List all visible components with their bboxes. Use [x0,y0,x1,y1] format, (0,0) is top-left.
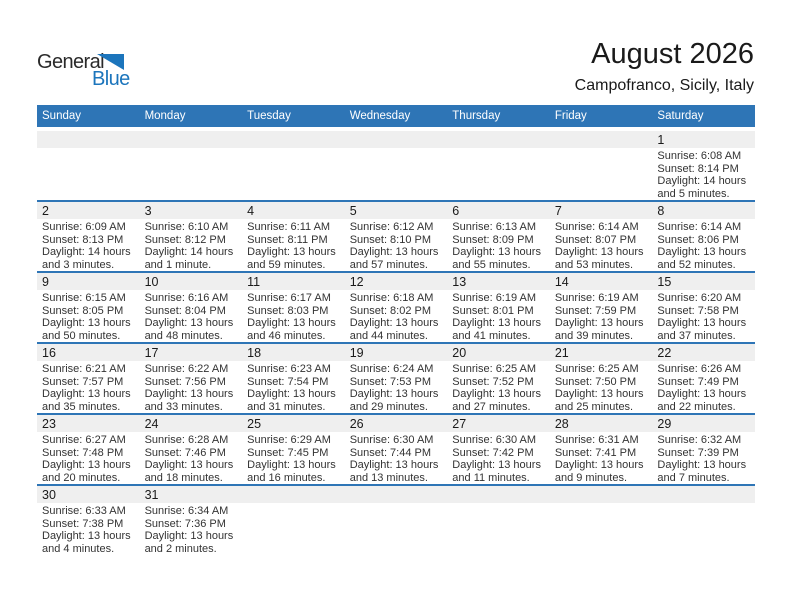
sun-info-line: Daylight: 13 hours [452,459,541,472]
sun-info-line: and 20 minutes. [42,471,121,484]
sun-info-line: Daylight: 13 hours [657,317,747,330]
sun-info-line: and 31 minutes. [247,400,326,413]
day-number: 30 [37,486,140,503]
sun-info-line: Sunrise: 6:13 AM [452,221,537,233]
sun-info-line: Sunset: 8:01 PM [452,304,534,317]
day-sun-info [447,148,550,200]
sun-info-line: and 27 minutes. [452,400,531,413]
sun-info-line: and 9 minutes. [554,471,627,484]
day-number: 22 [652,344,755,361]
sun-info-line: Sunset: 7:49 PM [657,375,739,388]
sun-info-line: Sunset: 7:45 PM [247,446,329,459]
sun-info-line: Sunset: 8:12 PM [144,233,226,246]
sun-info-line: and 53 minutes. [554,258,634,271]
day-cell-12 [345,273,448,342]
sun-info-line: Sunrise: 6:09 AM [42,221,126,233]
day-number: 26 [345,415,448,432]
day-sun-info [140,219,243,271]
empty-day-cell [140,131,243,200]
day-number: 21 [550,344,653,361]
sun-info-line: and 13 minutes. [349,471,428,484]
day-sun-info [140,361,243,413]
sun-info-line: Sunrise: 6:30 AM [349,434,434,446]
sun-info-line: Sunset: 7:59 PM [554,304,637,317]
general-blue-logo [37,51,167,103]
sun-info-line: Sunrise: 6:14 AM [554,221,639,233]
sun-info-line: and 29 minutes. [349,400,428,413]
empty-day-cell [242,486,345,555]
day-number: 19 [345,344,448,361]
day-number: 8 [652,202,755,219]
sun-info-line: Daylight: 13 hours [42,388,131,401]
day-cell-28 [550,415,653,484]
day-sun-info [652,432,755,484]
sun-info-line: Sunset: 8:07 PM [554,233,637,246]
sun-info-line: Daylight: 14 hours [42,246,131,259]
sun-info-line: Sunset: 7:57 PM [42,375,124,388]
empty-day-cell [550,131,653,200]
day-sun-info [550,148,653,200]
sun-info-line: Daylight: 13 hours [42,459,131,472]
sun-info-line: Daylight: 13 hours [554,459,644,472]
sun-info-line: Daylight: 13 hours [657,388,747,401]
sun-info-line: Sunset: 8:14 PM [657,162,739,175]
sun-info-line: Daylight: 13 hours [42,317,131,330]
sun-info-line: and 59 minutes. [247,258,326,271]
weekday-header-monday: Monday [144,110,186,122]
day-number: 9 [37,273,140,290]
sun-info-line: Sunset: 7:46 PM [144,446,226,459]
sun-info-line: Sunrise: 6:16 AM [144,292,229,304]
day-sun-info [140,432,243,484]
sun-info-line: Sunset: 8:02 PM [349,304,432,317]
day-number: 12 [345,273,448,290]
day-number: 10 [140,273,243,290]
sun-info-line: Sunrise: 6:15 AM [42,292,126,304]
day-sun-info [447,361,550,413]
day-number [447,131,550,148]
day-sun-info [242,219,345,271]
sun-info-line: Sunset: 8:10 PM [349,233,432,246]
sun-info-line: and 7 minutes. [657,471,730,484]
sun-info-line: Daylight: 13 hours [452,388,541,401]
day-cell-11 [242,273,345,342]
day-sun-info [345,361,448,413]
day-cell-1 [652,131,755,200]
day-cell-7 [550,202,653,271]
sun-info-line: and 50 minutes. [42,329,121,342]
sun-info-line: Daylight: 13 hours [554,317,644,330]
day-number: 29 [652,415,755,432]
day-number: 17 [140,344,243,361]
day-number [345,486,448,503]
sun-info-line: Sunrise: 6:11 AM [247,221,331,233]
day-cell-4 [242,202,345,271]
sun-info-line: Daylight: 13 hours [349,459,439,472]
sun-info-line: Sunrise: 6:29 AM [247,434,331,446]
sun-info-line: and 1 minute. [144,258,212,271]
sun-info-line: and 5 minutes. [657,187,730,200]
day-number: 31 [140,486,243,503]
day-number [37,131,140,148]
sun-info-line: Sunrise: 6:22 AM [144,363,229,375]
day-cell-6 [447,202,550,271]
day-cell-27 [447,415,550,484]
sun-info-line: Daylight: 13 hours [349,317,439,330]
day-number [242,131,345,148]
day-sun-info [37,290,140,342]
sun-info-line: and 33 minutes. [144,400,223,413]
day-sun-info [242,361,345,413]
sun-info-line: Sunset: 7:44 PM [349,446,432,459]
day-cell-10 [140,273,243,342]
sun-info-line: Sunrise: 6:25 AM [452,363,537,375]
day-sun-info [37,432,140,484]
day-sun-info [140,290,243,342]
weekday-header-thursday: Thursday [452,110,501,122]
sun-info-line: Sunset: 7:42 PM [452,446,534,459]
sun-info-line: Sunset: 7:54 PM [247,375,329,388]
sun-info-line: Sunrise: 6:14 AM [657,221,742,233]
day-cell-23 [37,415,140,484]
day-number: 28 [550,415,653,432]
calendar-grid [37,105,755,555]
sun-info-line: Daylight: 13 hours [144,388,234,401]
sun-info-line: Sunset: 8:11 PM [247,233,328,246]
sun-info-line: Daylight: 13 hours [657,459,747,472]
day-number: 6 [447,202,550,219]
sun-info-line: Sunset: 8:06 PM [657,233,739,246]
sun-info-line: Sunset: 8:13 PM [42,233,124,246]
sun-info-line: and 55 minutes. [452,258,531,271]
sun-info-line: Sunrise: 6:25 AM [554,363,639,375]
sun-info-line: and 39 minutes. [554,329,634,342]
sun-info-line: Daylight: 14 hours [657,175,747,188]
sun-info-line: and 2 minutes. [144,542,217,555]
day-sun-info [242,290,345,342]
day-sun-info [652,219,755,271]
sun-info-line: Daylight: 13 hours [452,246,541,259]
empty-day-cell [652,486,755,555]
sun-info-line: and 4 minutes. [42,542,115,555]
day-number: 4 [242,202,345,219]
sun-info-line: Sunrise: 6:21 AM [42,363,126,375]
day-sun-info [652,290,755,342]
day-cell-15 [652,273,755,342]
sun-info-line: Sunrise: 6:17 AM [247,292,331,304]
day-cell-22 [652,344,755,413]
sun-info-line: Sunset: 8:04 PM [144,304,226,317]
day-sun-info [345,219,448,271]
day-number: 1 [652,131,755,148]
sun-info-line: Daylight: 13 hours [144,317,234,330]
sun-info-line: Sunrise: 6:27 AM [42,434,126,446]
day-number [140,131,243,148]
day-number: 25 [242,415,345,432]
sun-info-line: Sunset: 8:09 PM [452,233,534,246]
day-cell-19 [345,344,448,413]
day-number: 11 [242,273,345,290]
sun-info-line: and 3 minutes. [42,258,115,271]
day-sun-info [550,503,653,555]
day-number: 2 [37,202,140,219]
sun-info-line: Daylight: 13 hours [554,388,644,401]
sun-info-line: Sunrise: 6:28 AM [144,434,229,446]
day-sun-info [447,219,550,271]
day-number: 24 [140,415,243,432]
logo-text-blue: Blue [92,68,130,90]
day-sun-info [550,290,653,342]
sun-info-line: Sunrise: 6:26 AM [657,363,742,375]
day-number: 16 [37,344,140,361]
sun-info-line: Sunset: 7:41 PM [554,446,637,459]
sun-info-line: and 11 minutes. [452,471,530,484]
day-sun-info [447,503,550,555]
sun-info-line: Daylight: 13 hours [247,246,336,259]
day-sun-info [37,361,140,413]
day-sun-info [37,219,140,271]
day-sun-info [550,432,653,484]
empty-day-cell [447,486,550,555]
header-titles [575,38,754,95]
page-title: August 2026 [591,38,754,70]
day-cell-26 [345,415,448,484]
sun-info-line: Sunset: 7:38 PM [42,517,124,530]
sun-info-line: Sunrise: 6:18 AM [349,292,434,304]
sun-info-line: and 41 minutes. [452,329,531,342]
empty-day-cell [550,486,653,555]
day-number [242,486,345,503]
day-sun-info [37,503,140,555]
day-sun-info [550,361,653,413]
week-row [37,415,755,486]
logo-text-general: General [37,51,104,73]
sun-info-line: Daylight: 13 hours [247,317,336,330]
sun-info-line: Sunset: 8:03 PM [247,304,329,317]
day-number: 20 [447,344,550,361]
day-number [447,486,550,503]
day-sun-info [447,290,550,342]
sun-info-line: and 16 minutes. [247,471,326,484]
sun-info-line: and 57 minutes. [349,258,428,271]
day-number [345,131,448,148]
sun-info-line: Daylight: 13 hours [452,317,541,330]
day-number [550,131,653,148]
day-number: 3 [140,202,243,219]
sun-info-line: Sunset: 7:39 PM [657,446,739,459]
sun-info-line: Sunrise: 6:20 AM [657,292,742,304]
sun-info-line: Sunrise: 6:23 AM [247,363,331,375]
day-number: 13 [447,273,550,290]
day-sun-info [652,361,755,413]
day-cell-14 [550,273,653,342]
week-row [37,202,755,273]
sun-info-line: Sunrise: 6:33 AM [42,505,126,517]
day-cell-5 [345,202,448,271]
day-cell-17 [140,344,243,413]
sun-info-line: Daylight: 13 hours [554,246,644,259]
weekday-header-saturday: Saturday [657,110,704,122]
day-cell-21 [550,344,653,413]
week-row [37,344,755,415]
sun-info-line: and 25 minutes. [554,400,634,413]
day-cell-30 [37,486,140,555]
sun-info-line: and 46 minutes. [247,329,326,342]
sun-info-line: Sunrise: 6:12 AM [349,221,434,233]
day-cell-9 [37,273,140,342]
sun-info-line: Sunset: 7:36 PM [144,517,226,530]
empty-day-cell [447,131,550,200]
sun-info-line: Sunrise: 6:34 AM [144,505,229,517]
week-row [37,486,755,555]
day-cell-24 [140,415,243,484]
sun-info-line: Sunset: 7:56 PM [144,375,226,388]
day-number: 14 [550,273,653,290]
day-number: 18 [242,344,345,361]
day-sun-info [140,503,243,555]
sun-info-line: and 18 minutes. [144,471,223,484]
day-sun-info [550,219,653,271]
sun-info-line: Daylight: 13 hours [42,530,131,543]
day-cell-25 [242,415,345,484]
day-number: 27 [447,415,550,432]
day-number: 5 [345,202,448,219]
sun-info-line: and 22 minutes. [657,400,736,413]
day-sun-info [140,148,243,200]
week-row [37,131,755,202]
day-sun-info [345,432,448,484]
weekday-header-friday: Friday [554,110,587,122]
sun-info-line: Sunrise: 6:08 AM [657,150,742,162]
sun-info-line: Sunrise: 6:19 AM [554,292,639,304]
day-cell-29 [652,415,755,484]
sun-info-line: Sunset: 8:05 PM [42,304,124,317]
sun-info-line: Sunset: 7:48 PM [42,446,124,459]
weekday-header-wednesday: Wednesday [349,110,411,122]
day-cell-18 [242,344,345,413]
sun-info-line: Sunset: 7:50 PM [554,375,637,388]
day-number [652,486,755,503]
weekday-header-sunday: Sunday [42,110,82,122]
empty-day-cell [242,131,345,200]
day-cell-3 [140,202,243,271]
sun-info-line: and 48 minutes. [144,329,223,342]
day-sun-info [242,503,345,555]
weekday-header-row [37,105,755,127]
sun-info-line: Daylight: 13 hours [144,530,234,543]
weekday-header-tuesday: Tuesday [247,110,291,122]
day-cell-8 [652,202,755,271]
day-number: 7 [550,202,653,219]
sun-info-line: and 52 minutes. [657,258,736,271]
day-sun-info [652,503,755,555]
day-sun-info [447,432,550,484]
weeks-container [37,131,755,555]
day-cell-2 [37,202,140,271]
day-number: 15 [652,273,755,290]
empty-day-cell [345,486,448,555]
sun-info-line: Sunrise: 6:32 AM [657,434,742,446]
sun-info-line: Sunrise: 6:31 AM [554,434,639,446]
sun-info-line: Sunrise: 6:10 AM [144,221,229,233]
week-row [37,273,755,344]
day-sun-info [242,432,345,484]
day-sun-info [37,148,140,200]
day-sun-info [345,503,448,555]
day-sun-info [652,148,755,200]
empty-day-cell [37,131,140,200]
day-sun-info [345,290,448,342]
sun-info-line: Sunrise: 6:19 AM [452,292,537,304]
sun-info-line: Daylight: 13 hours [144,459,234,472]
day-cell-13 [447,273,550,342]
sun-info-line: Sunrise: 6:30 AM [452,434,537,446]
empty-day-cell [345,131,448,200]
sun-info-line: and 37 minutes. [657,329,736,342]
sun-info-line: Daylight: 13 hours [247,388,336,401]
sun-info-line: Daylight: 14 hours [144,246,234,259]
sun-info-line: Daylight: 13 hours [657,246,747,259]
day-sun-info [345,148,448,200]
sun-info-line: Daylight: 13 hours [349,246,439,259]
sun-info-line: Sunset: 7:53 PM [349,375,432,388]
sun-info-line: and 35 minutes. [42,400,121,413]
location-subtitle: Campofranco, Sicily, Italy [574,77,754,94]
sun-info-line: Daylight: 13 hours [349,388,439,401]
day-cell-16 [37,344,140,413]
sun-info-line: Sunset: 7:58 PM [657,304,739,317]
sun-info-line: Daylight: 13 hours [247,459,336,472]
sun-info-line: Sunrise: 6:24 AM [349,363,434,375]
day-number [550,486,653,503]
sun-info-line: Sunset: 7:52 PM [452,375,534,388]
day-cell-20 [447,344,550,413]
sun-info-line: and 44 minutes. [349,329,428,342]
day-number: 23 [37,415,140,432]
day-cell-31 [140,486,243,555]
day-sun-info [242,148,345,200]
